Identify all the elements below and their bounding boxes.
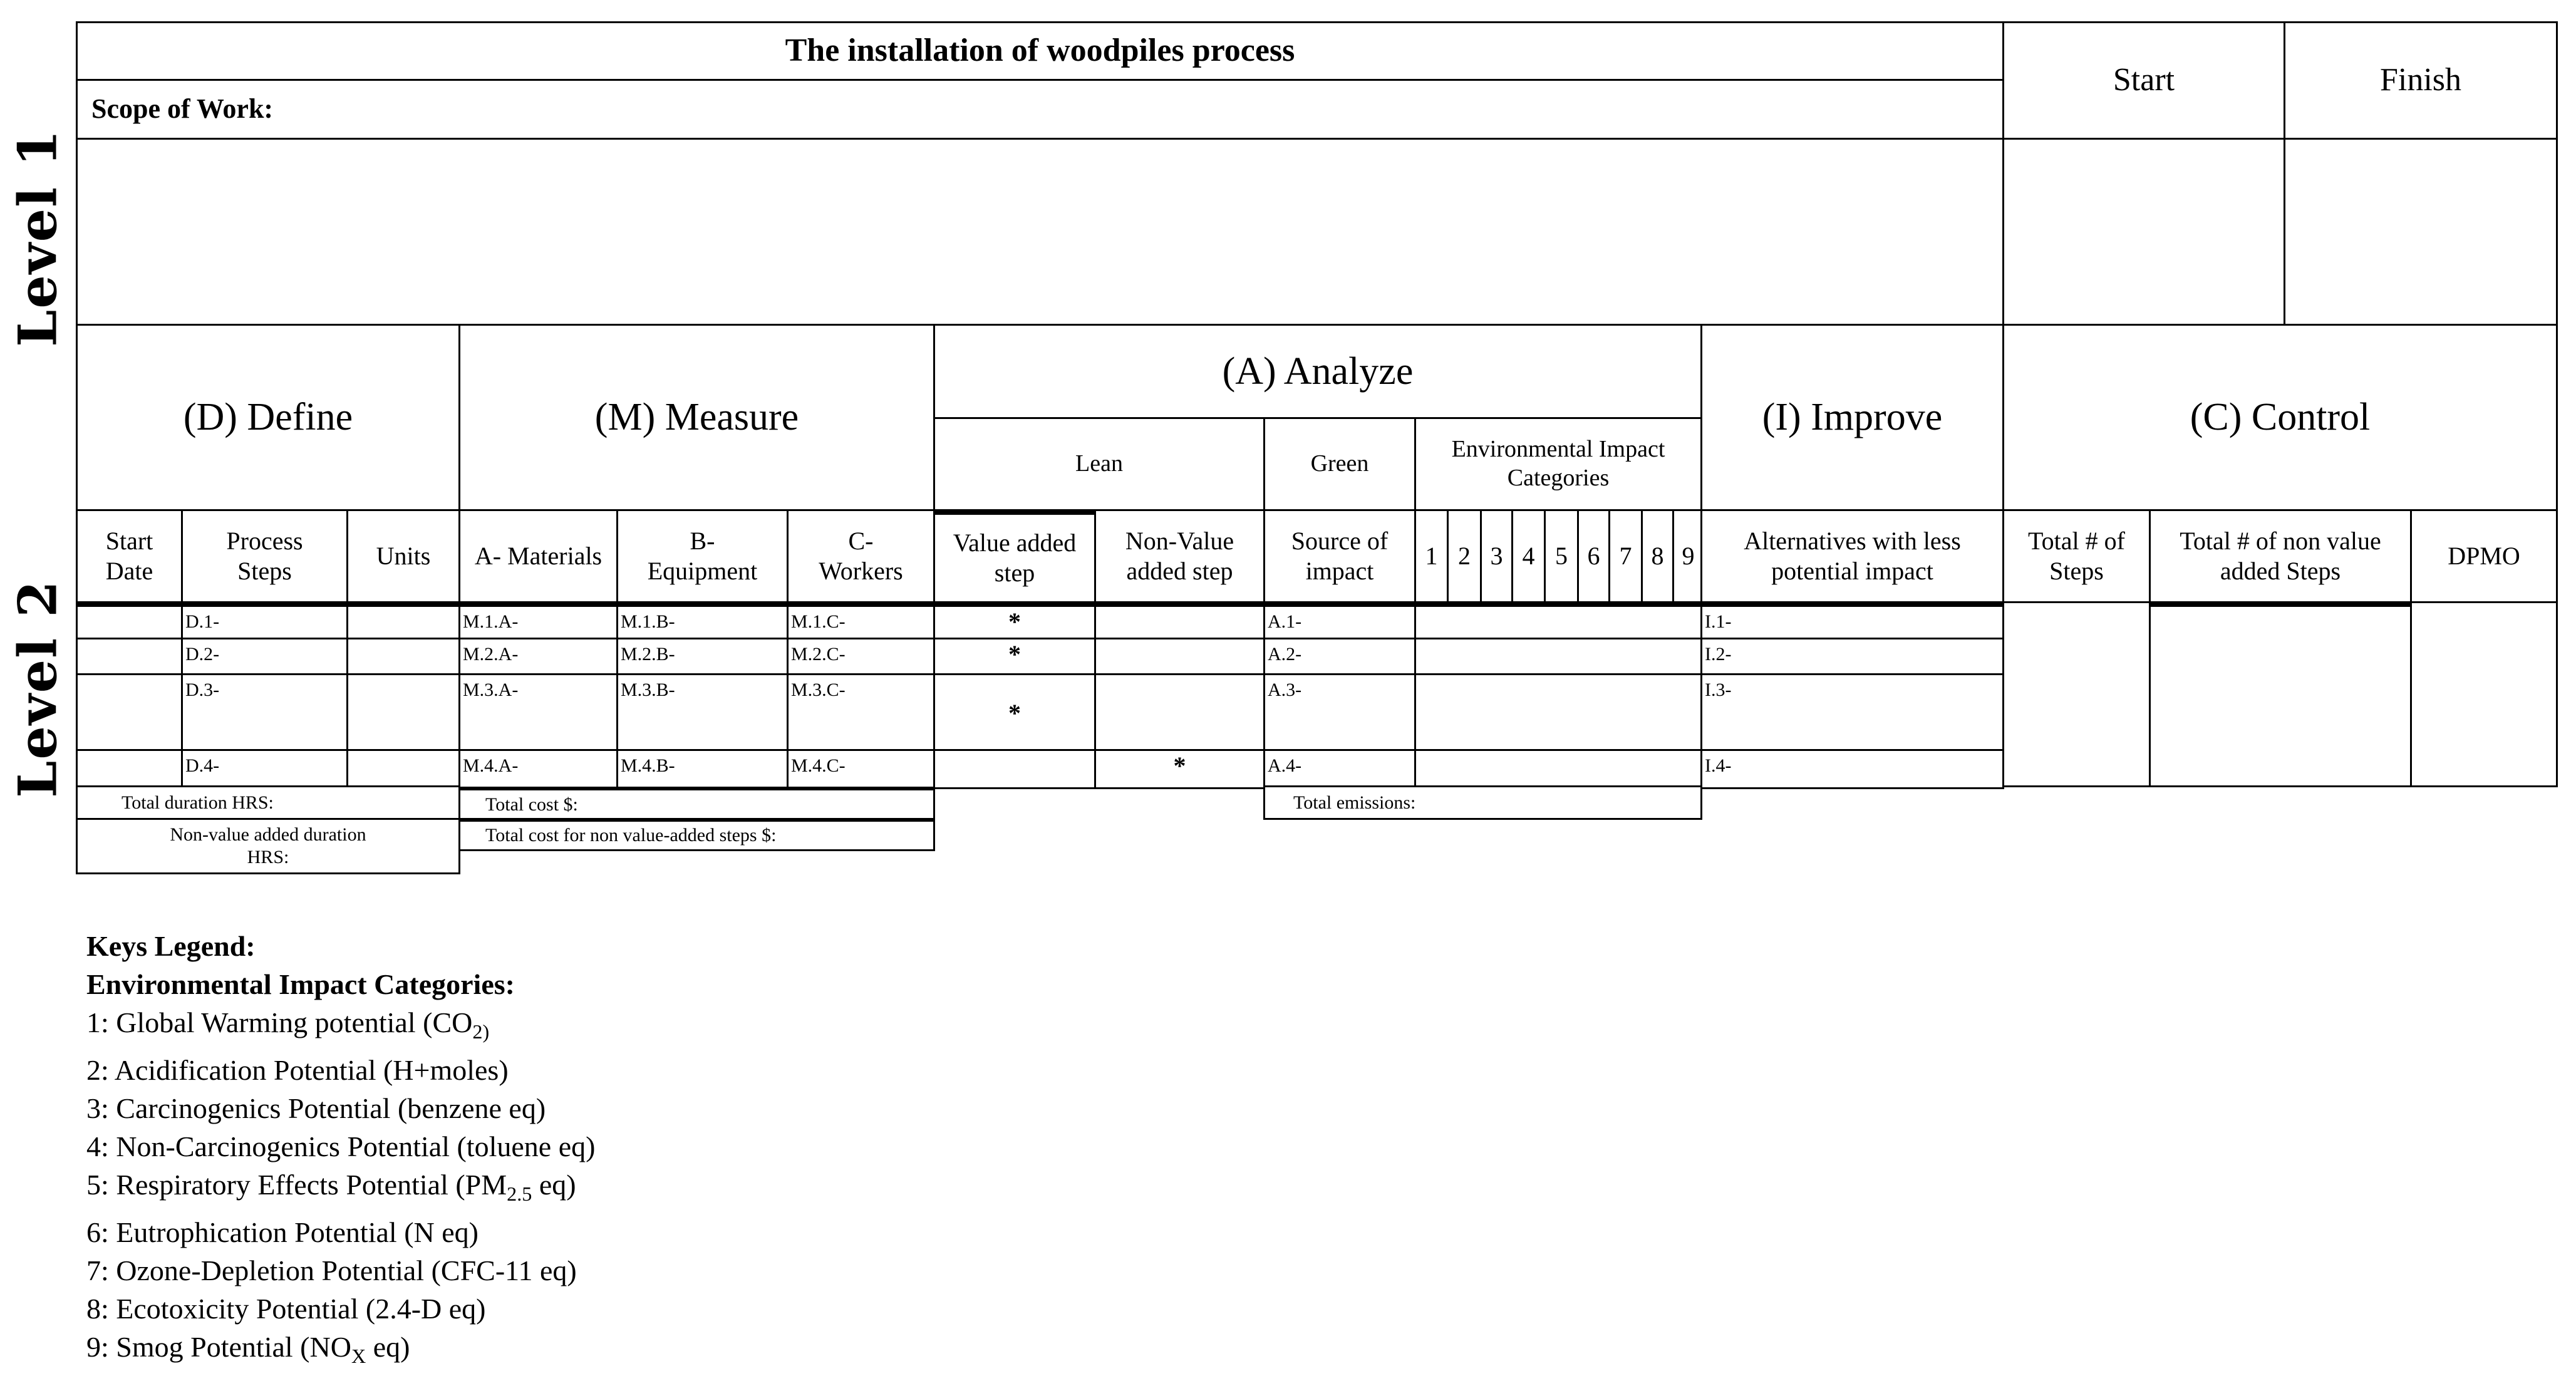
alternative-cell[interactable]: I.4-: [1700, 749, 2004, 789]
total-duration-label[interactable]: Total duration HRS:: [76, 785, 460, 820]
process-step-cell[interactable]: D.3-: [181, 673, 348, 753]
legend-item-subscript: X: [351, 1345, 366, 1368]
equipment-cell[interactable]: M.3.B-: [616, 673, 789, 753]
value-added-cell[interactable]: [933, 749, 1096, 789]
non-value-added-cell[interactable]: [1094, 638, 1265, 677]
analyze-env-categories: Environmental Impact Categories: [1414, 417, 1702, 511]
source-of-impact-cell[interactable]: A.4-: [1263, 749, 1416, 789]
units-cell[interactable]: [346, 638, 460, 677]
env-category-columns: [1414, 509, 1702, 603]
nva-cost-label[interactable]: Total cost for non value-added steps $:: [458, 818, 935, 851]
source-of-impact-cell[interactable]: A.2-: [1263, 638, 1416, 677]
col-materials: A- Materials: [458, 509, 618, 603]
legend-item: [86, 1328, 595, 1375]
col-alternatives: Alternatives with less potential impact: [1700, 509, 2004, 603]
col-env-category-2: 2: [1447, 509, 1482, 603]
units-cell[interactable]: [346, 601, 460, 641]
start-date-cell[interactable]: [76, 673, 183, 753]
equipment-cell[interactable]: M.1.B-: [616, 601, 789, 641]
env-impact-cell[interactable]: [1414, 673, 1702, 753]
legend-item-suffix: eq): [366, 1331, 410, 1363]
materials-cell[interactable]: M.1.A-: [458, 601, 618, 641]
col-workers: C- Workers: [787, 509, 935, 603]
phase-define: (D) Define: [76, 324, 460, 511]
non-value-added-cell[interactable]: [1094, 601, 1265, 641]
finish-field[interactable]: [2284, 138, 2558, 326]
col-total-steps: Total # of Steps: [2002, 509, 2151, 603]
phase-control: (C) Control: [2002, 324, 2558, 511]
env-impact-cell[interactable]: [1414, 749, 1702, 789]
col-dpmo: DPMO: [2410, 509, 2558, 603]
legend-item-text: 7: Ozone-Depletion Potential (CFC-11 eq): [86, 1254, 577, 1287]
col-env-category-3: 3: [1480, 509, 1513, 603]
total-nva-steps-field[interactable]: [2149, 601, 2412, 787]
legend-item-text: 1: Global Warming potential (CO: [86, 1006, 473, 1038]
col-equipment: B- Equipment: [616, 509, 789, 603]
col-env-category-6: 6: [1577, 509, 1610, 603]
units-cell[interactable]: [346, 673, 460, 753]
legend-items: [86, 1003, 595, 1376]
total-cost-label[interactable]: Total cost $:: [458, 787, 935, 820]
workers-cell[interactable]: M.1.C-: [787, 601, 935, 641]
total-steps-field[interactable]: [2002, 601, 2151, 787]
equipment-cell[interactable]: M.2.B-: [616, 638, 789, 677]
legend-item: [86, 1051, 595, 1089]
env-impact-cell[interactable]: [1414, 601, 1702, 641]
workers-cell[interactable]: M.3.C-: [787, 673, 935, 753]
process-title: The installation of woodpiles process: [76, 21, 2004, 81]
start-header: Start: [2002, 21, 2285, 140]
materials-cell[interactable]: M.2.A-: [458, 638, 618, 677]
col-env-category-1: 1: [1414, 509, 1449, 603]
col-env-category-4: 4: [1511, 509, 1546, 603]
env-impact-cell[interactable]: [1414, 638, 1702, 677]
alternative-cell[interactable]: I.3-: [1700, 673, 2004, 753]
col-units: Units: [346, 509, 460, 603]
col-value-added: Value added step: [933, 509, 1096, 603]
dpmo-field[interactable]: [2410, 601, 2558, 787]
process-step-cell[interactable]: D.2-: [181, 638, 348, 677]
source-of-impact-cell[interactable]: A.1-: [1263, 601, 1416, 641]
legend-item-text: 6: Eutrophication Potential (N eq): [86, 1216, 478, 1249]
finish-header: Finish: [2284, 21, 2558, 140]
legend-item: [86, 1003, 595, 1051]
alternative-cell[interactable]: I.2-: [1700, 638, 2004, 677]
col-env-category-7: 7: [1608, 509, 1643, 603]
alternative-cell[interactable]: I.1-: [1700, 601, 2004, 641]
col-env-category-5: 5: [1544, 509, 1579, 603]
col-env-category-8: 8: [1641, 509, 1674, 603]
col-start-date: Start Date: [76, 509, 183, 603]
equipment-cell[interactable]: M.4.B-: [616, 749, 789, 789]
legend-item-subscript: 2): [472, 1020, 490, 1043]
legend-item-text: 3: Carcinogenics Potential (benzene eq): [86, 1092, 546, 1125]
level-1-label: Level 1: [6, 128, 69, 347]
col-env-category-9: 9: [1672, 509, 1704, 603]
col-total-nva-steps: Total # of non value added Steps: [2149, 509, 2412, 603]
process-step-cell[interactable]: D.4-: [181, 749, 348, 789]
value-added-cell[interactable]: *: [933, 601, 1096, 641]
legend-item-text: 9: Smog Potential (NO: [86, 1331, 351, 1363]
workers-cell[interactable]: M.4.C-: [787, 749, 935, 789]
legend-item: [86, 1127, 595, 1166]
legend-item-text: 8: Ecotoxicity Potential (2.4-D eq): [86, 1293, 486, 1325]
legend-item: [86, 1251, 595, 1290]
legend-item: [86, 1089, 595, 1127]
phase-analyze: (A) Analyze: [933, 324, 1702, 419]
col-non-value-added: Non-Value added step: [1094, 509, 1265, 603]
materials-cell[interactable]: M.4.A-: [458, 749, 618, 789]
nva-duration-label[interactable]: Non-value added duration HRS:: [76, 818, 460, 874]
legend-item-text: 2: Acidification Potential (H+moles): [86, 1054, 509, 1087]
source-of-impact-cell[interactable]: A.3-: [1263, 673, 1416, 753]
phase-measure: (M) Measure: [458, 324, 935, 511]
analyze-lean: Lean: [933, 417, 1265, 511]
legend-item-text: 5: Respiratory Effects Potential (PM: [86, 1169, 507, 1201]
legend-item-text: 4: Non-Carcinogenics Potential (toluene eq): [86, 1130, 596, 1163]
legend-item: [86, 1166, 595, 1213]
level-2-label: Level 2: [6, 579, 69, 798]
phase-improve: (I) Improve: [1700, 324, 2004, 511]
start-date-cell[interactable]: [76, 749, 183, 789]
process-step-cell[interactable]: D.1-: [181, 601, 348, 641]
scope-of-work-label: Scope of Work:: [76, 79, 2004, 140]
legend-subheading: Environmental Impact Categories:: [86, 968, 515, 1000]
start-date-cell[interactable]: [76, 638, 183, 677]
scope-of-work-field[interactable]: [76, 138, 2004, 326]
legend-item-suffix: eq): [532, 1169, 576, 1201]
total-emissions-label[interactable]: Total emissions:: [1263, 785, 1702, 820]
workers-cell[interactable]: M.2.C-: [787, 638, 935, 677]
legend-item-subscript: 2.5: [507, 1182, 532, 1206]
legend-heading: Keys Legend:: [86, 930, 256, 962]
units-cell[interactable]: [346, 749, 460, 789]
analyze-green: Green: [1263, 417, 1416, 511]
materials-cell[interactable]: M.3.A-: [458, 673, 618, 753]
keys-legend: [86, 927, 595, 1376]
col-source-of-impact: Source of impact: [1263, 509, 1416, 603]
non-value-added-cell[interactable]: [1094, 673, 1265, 753]
start-date-cell[interactable]: [76, 601, 183, 641]
col-process-steps: Process Steps: [181, 509, 348, 603]
start-field[interactable]: [2002, 138, 2285, 326]
value-added-cell[interactable]: *: [933, 638, 1096, 677]
legend-item: [86, 1213, 595, 1251]
value-added-cell[interactable]: *: [933, 673, 1096, 753]
legend-item: [86, 1290, 595, 1328]
non-value-added-cell[interactable]: *: [1094, 749, 1265, 789]
